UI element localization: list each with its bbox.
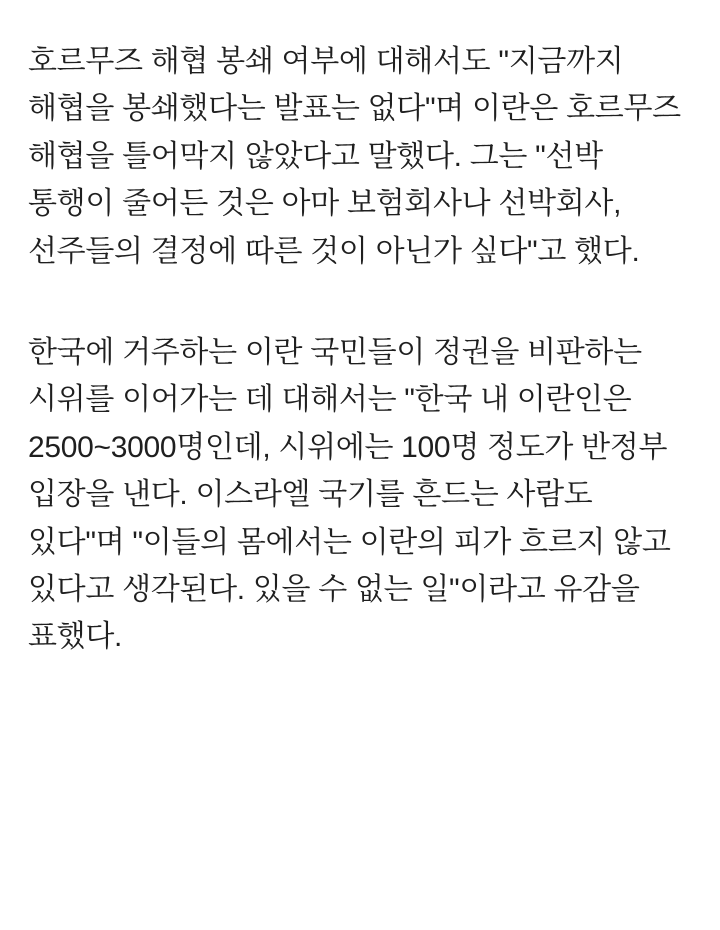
- article-paragraph-2: 한국에 거주하는 이란 국민들이 정권을 비판하는 시위를 이어가는 데 대해서는 "한국 내 이란인은 2500~3000명인데, 시위에는 100명 정도가 반정부 입장을 낸다. 이스라엘 국기를 흔드는 사람도 있다"며 "이들의 몸에서는 이란의 피가 흐르지 않고 있다고 생각된다. 있을 수 없는 일"이라고 유감을 표했다.: [28, 335, 679, 654]
- article-paragraph-1: 호르무즈 해협 봉쇄 여부에 대해서도 "지금까지 해협을 봉쇄했다는 발표는 없다"며 이란은 호르무즈 해협을 틀어막지 않았다고 말했다. 그는 "선박 통행이 줄어든 것은 아마 보험회사나 선박회사, 선주들의 결정에 따른 것이 아닌가 싶다"고 했다.: [28, 45, 689, 268]
